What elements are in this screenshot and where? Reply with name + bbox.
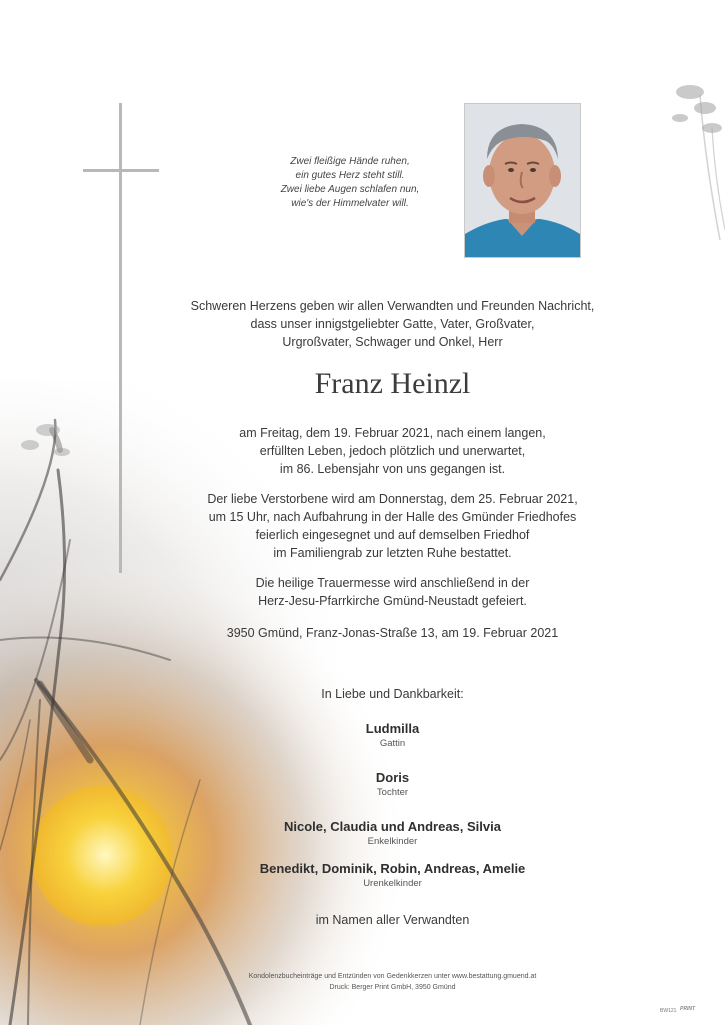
verse-line: wie's der Himmelvater will. — [291, 198, 409, 209]
footer-condolence-url: Kondolenzbucheinträge und Entzünden von Gedenkkerzen unter www.bestattung.gmuend.at — [248, 973, 537, 980]
mass-notice — [140, 574, 645, 610]
mourner-relation: Urenkelkinder — [363, 878, 422, 889]
mass-line: Die heilige Trauermesse wird anschließend in der — [255, 576, 530, 590]
mourner-name: Ludmilla — [365, 721, 420, 736]
gratitude-line: In Liebe und Dankbarkeit: — [321, 687, 464, 701]
printer-logo: PRINT — [680, 1006, 695, 1012]
death-notice — [140, 424, 645, 478]
mourner-entry — [140, 818, 645, 848]
mass-line: Herz-Jesu-Pfarrkirche Gmünd-Neustadt gefeiert. — [258, 594, 527, 608]
announcement-intro — [140, 297, 645, 351]
place-and-date: 3950 Gmünd, Franz-Jonas-Straße 13, am 19. Februar 2021 — [226, 626, 559, 640]
intro-line: Schweren Herzens geben wir allen Verwandten und Freunden Nachricht, — [190, 299, 595, 313]
mourner-entry — [140, 860, 645, 890]
burial-notice — [140, 490, 645, 562]
footer — [140, 971, 645, 993]
mourner-relation: Tochter — [376, 787, 409, 798]
deceased-name: Franz Heinzl — [314, 367, 471, 400]
death-line: im 86. Lebensjahr von uns gegangen ist. — [279, 462, 506, 476]
mourner-entry — [140, 720, 645, 750]
portrait-photo — [464, 103, 581, 258]
burial-line: um 15 Uhr, nach Aufbahrung in der Halle des Gmünder Friedhofes — [208, 510, 577, 524]
mourner-entry — [140, 769, 645, 799]
sun — [32, 786, 172, 926]
mourner-relation: Gattin — [379, 738, 406, 749]
death-line: erfüllten Leben, jedoch plötzlich und unerwartet, — [259, 444, 526, 458]
memorial-verse — [250, 155, 450, 211]
burial-line: im Familiengrab zur letzten Ruhe bestattet. — [273, 546, 512, 560]
print-code: BW121 — [660, 1008, 677, 1014]
footer-printer: Druck: Berger Print GmbH, 3950 Gmünd — [329, 984, 456, 991]
verse-line: ein gutes Herz steht still. — [295, 170, 405, 181]
mourner-name: Benedikt, Dominik, Robin, Andreas, Amelie — [259, 861, 526, 876]
verse-line: Zwei fleißige Hände ruhen, — [290, 156, 410, 167]
closing-line: im Namen aller Verwandten — [315, 913, 470, 927]
verse-line: Zwei liebe Augen schlafen nun, — [280, 184, 420, 195]
burial-line: feierlich eingesegnet und auf demselben Friedhof — [255, 528, 530, 542]
intro-line: dass unser innigstgeliebter Gatte, Vater, Großvater, — [250, 317, 535, 331]
burial-line: Der liebe Verstorbene wird am Donnerstag, dem 25. Februar 2021, — [207, 492, 578, 506]
mourner-name: Doris — [375, 770, 410, 785]
intro-line: Urgroßvater, Schwager und Onkel, Herr — [282, 335, 503, 349]
death-line: am Freitag, dem 19. Februar 2021, nach einem langen, — [239, 426, 546, 440]
mourner-name: Nicole, Claudia und Andreas, Silvia — [284, 819, 501, 834]
mourner-relation: Enkelkinder — [367, 836, 418, 847]
